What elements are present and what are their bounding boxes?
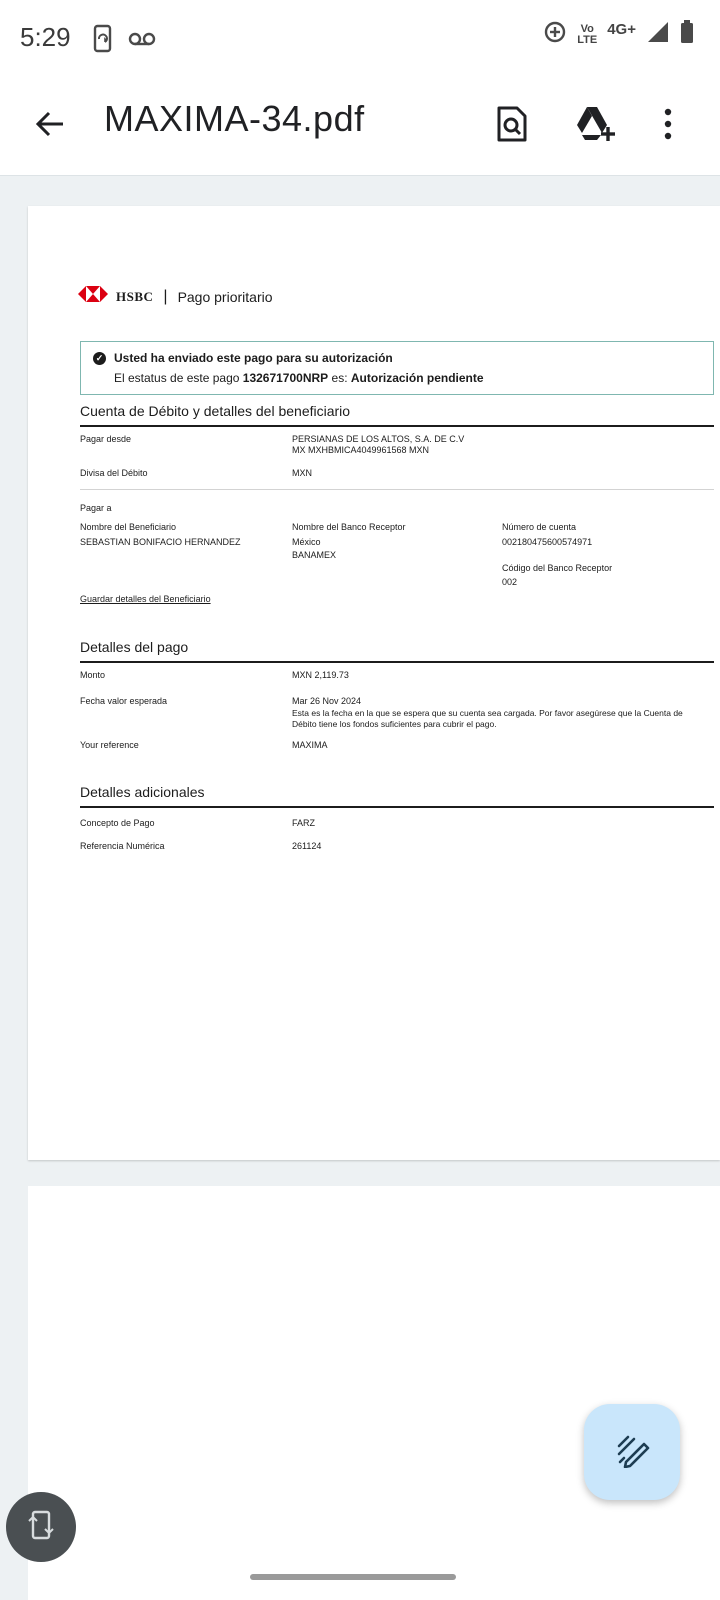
network-type: 4G+: [607, 21, 636, 38]
status-time: 5:29: [20, 22, 71, 52]
payment-concept-label: Concepto de Pago: [80, 818, 155, 828]
find-in-document-button[interactable]: [488, 102, 536, 150]
app-bar: [0, 80, 720, 176]
annotate-button[interactable]: [584, 1404, 680, 1500]
volte-indicator: Vo LTE: [577, 22, 598, 46]
battery-icon: [680, 20, 694, 49]
pdf-page-2[interactable]: [28, 1186, 720, 1600]
notice-line2: El estatus de este pago 132671700NRP es: Autorización pendiente: [114, 371, 484, 385]
account-number-label: Número de cuenta: [502, 522, 577, 532]
annotate-pen-icon: [614, 1432, 650, 1473]
your-reference-label: Your reference: [80, 740, 139, 750]
drive-add-icon: [575, 105, 617, 148]
header-separator: |: [163, 287, 168, 305]
your-reference-value: MAXIMA: [292, 740, 328, 750]
payment-status: Autorización pendiente: [350, 371, 484, 385]
debit-section-heading: Cuenta de Débito y detalles del beneficiario: [80, 403, 714, 427]
beneficiary-name-value: SEBASTIAN BONIFACIO HERNANDEZ: [80, 537, 241, 547]
back-arrow-icon: [34, 108, 66, 145]
pdf-page-1[interactable]: [28, 206, 720, 1160]
phone-sync-icon: [92, 24, 114, 59]
document-title: MAXIMA-34.pdf: [104, 98, 365, 139]
document-header: [78, 286, 273, 307]
add-to-drive-button[interactable]: [572, 102, 620, 150]
bank-country: México: [292, 537, 321, 547]
pay-from-line1: PERSIANAS DE LOS ALTOS, S.A. DE C.V: [292, 434, 465, 444]
beneficiary-name-label: Nombre del Beneficiario: [80, 522, 177, 532]
notice-line1: Usted ha enviado este pago para su autorización: [114, 351, 393, 365]
signal-icon: [646, 20, 670, 49]
save-beneficiary-link[interactable]: Guardar detalles del Beneficiario: [80, 594, 211, 604]
pay-from-line2: MX MXHBMICA4049961568 MXN: [292, 445, 430, 455]
account-number-value: 002180475600574971: [502, 537, 593, 547]
section-divider: [80, 489, 714, 490]
amount-value: MXN 2,119.73: [292, 670, 349, 680]
hsbc-logo-icon: [78, 286, 108, 307]
bank-name-value: BANAMEX: [292, 550, 337, 560]
status-bar: [0, 0, 720, 80]
search-document-icon: [495, 105, 529, 148]
debit-currency-value: MXN: [292, 468, 312, 478]
value-date-value: Mar 26 Nov 2024: [292, 696, 362, 706]
check-circle-icon: ✓: [93, 352, 106, 365]
bank-code-value: 002: [502, 577, 518, 587]
payment-section-heading: Detalles del pago: [80, 639, 714, 663]
header-title: Pago prioritario: [177, 288, 273, 305]
rotate-screen-icon: [27, 1509, 55, 1546]
value-date-label: Fecha valor esperada: [80, 696, 168, 706]
numeric-reference-value: 261124: [292, 841, 322, 851]
payment-concept-value: FARZ: [292, 818, 316, 828]
gesture-nav-handle[interactable]: [250, 1574, 456, 1580]
authorization-notice: [80, 341, 714, 395]
notification-icons: [92, 24, 156, 59]
brand-name: HSBC: [116, 288, 154, 304]
pay-from-label: Pagar desde: [80, 434, 132, 444]
voicemail-icon: [128, 31, 156, 52]
additional-section-heading: Detalles adicionales: [80, 784, 714, 808]
rotate-screen-button[interactable]: [6, 1492, 76, 1562]
more-options-button[interactable]: [644, 102, 692, 150]
value-date-note-line1: Esta es la fecha en la que se espera que su cuenta sea cargada. Por favor asegúrese que la Cuenta de: [292, 708, 683, 718]
value-date-note-line2: Débito tiene los fondos suficientes para cubrir el pago.: [292, 719, 497, 729]
bank-code-label: Código del Banco Receptor: [502, 563, 613, 573]
numeric-reference-label: Referencia Numérica: [80, 841, 165, 851]
bank-name-label: Nombre del Banco Receptor: [292, 522, 406, 532]
amount-label: Monto: [80, 670, 106, 680]
payment-reference: 132671700NRP: [242, 371, 329, 385]
back-button[interactable]: [28, 104, 72, 148]
debit-currency-label: Divisa del Débito: [80, 468, 148, 478]
more-vert-icon: [663, 108, 673, 145]
data-saver-icon: [543, 20, 567, 49]
pay-to-label: Pagar a: [80, 503, 112, 513]
